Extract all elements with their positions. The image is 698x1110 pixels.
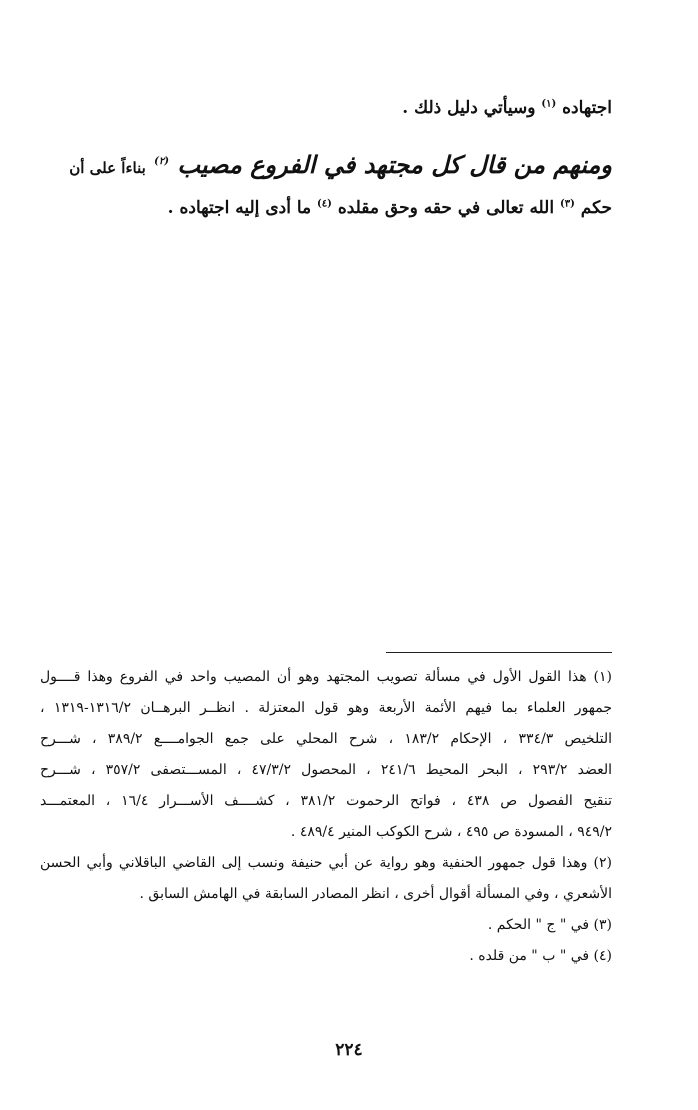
footnote-separator [386,652,612,653]
page-number: ٢٢٤ [335,1040,363,1060]
footnote-line: (٣) في " ج " الحكم . [487,917,612,933]
footnote-line: التلخيص ٣٣٤/٣ ، الإحكام ١٨٣/٢ ، شرح المحلي على جمع الجوامــــع ٣٨٩/٢ ، شـــرح [40,731,612,747]
footnote-line: (٤) في " ب " من قلده . [469,948,612,964]
footnote-line: جمهور العلماء بما فيهم الأئمة الأربعة وهو قول المعتزلة . انظــر البرهــان ١٣١٦/٢-١٣١٩ ، [40,700,613,716]
footnote-line: (٢) وهذا قول جمهور الحنفية وهو رواية عن أبي حنيفة ونسب إلى القاضي الباقلاني وأبي الحسن [40,855,612,871]
footnote-line: ٩٤٩/٢ ، المسودة ص ٤٩٥ ، شرح الكوكب المنير ٤٨٩/٤ . [290,824,612,840]
body-text: الله تعالى في حقه وحق مقلده [337,198,555,218]
footnote-ref-3[interactable]: (٣) [560,198,575,210]
body-line-1 [402,98,612,118]
footnotes [40,662,612,972]
footnote-ref-2[interactable]: (٢) [154,156,169,167]
footnote-ref-4[interactable]: (٤) [317,198,332,210]
body-text: ما أدى إليه اجتهاده . [167,198,312,218]
body-line-3 [168,198,612,218]
footnote-ref-1[interactable]: (١) [541,98,557,110]
body-text: اجتهاده [562,98,612,118]
footnote-line: الأشعري ، وفي المسألة أقوال أخرى ، انظر المصادر السابقة في الهامش السابق . [139,886,612,902]
body-line-2 [69,150,612,179]
footnote-line: (١) هذا القول الأول في مسألة تصويب المجتهد وهو أن المصيب واحد في الفروع وهذا قــــول [40,669,612,685]
footnote-line: العضد ٢٩٣/٢ ، البحر المحيط ٢٤١/٦ ، المحصول ٤٧/٣/٢ ، المســـتصفى ٣٥٧/٢ ، شـــرح [40,762,612,778]
footnote-line: تنقيح الفصول ص ٤٣٨ ، فواتح الرحموت ٣٨١/٢ ، كشــــف الأســـرار ١٦/٤ ، المعتمـــد [40,793,613,809]
section-heading: ومنهم من قال كل مجتهد في الفروع مصيب [177,150,612,179]
body-text: حكم [580,198,612,218]
body-text: وسيأتي دليل ذلك . [402,98,536,118]
body-text: بناءاً على أن [69,159,146,177]
